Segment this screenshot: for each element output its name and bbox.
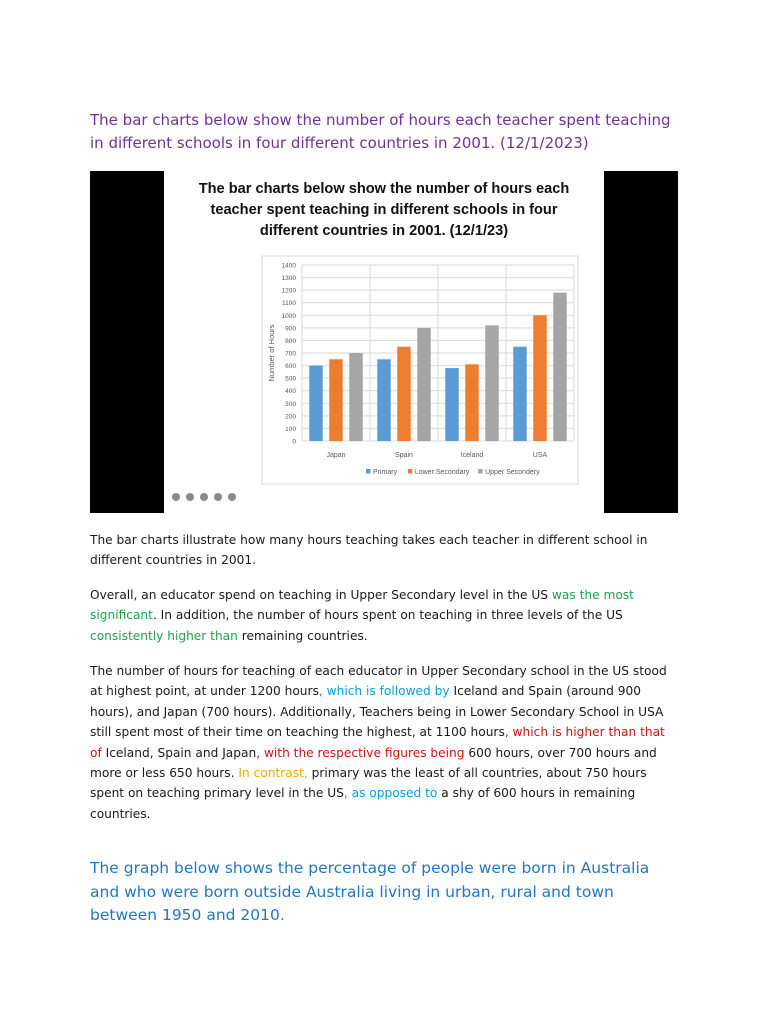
text-run: . In addition, the number of hours spent on teaching in three levels of the US	[152, 608, 623, 623]
highlighted-phrase: was the most significant	[90, 588, 634, 623]
y-tick-label: 600	[285, 363, 296, 371]
highlighted-phrase: , which is higher than that of	[90, 725, 665, 760]
section-heading: The graph below shows the percentage of people were born in Australia and who were born outside Australia living in urban, rural and town between 1950 and 2010.	[90, 859, 650, 924]
chart-figure	[90, 171, 678, 513]
legend-swatch	[366, 469, 371, 474]
bar	[377, 359, 391, 441]
bar	[397, 347, 411, 441]
text-run: a shy of 600 hours in remaining countries.	[90, 786, 636, 821]
bar	[349, 353, 363, 441]
bar	[533, 315, 547, 441]
legend-swatch	[408, 469, 413, 474]
text-run: Iceland, Spain and Japan	[101, 745, 257, 760]
bar-chart	[164, 171, 604, 513]
document-heading: The bar charts below show the number of hours each teacher spent teaching in different schools in four different countries in 2001. (12/1/2023)	[90, 111, 671, 152]
chart-title-line: teacher spent teaching in different schools in four	[210, 202, 558, 218]
y-tick-label: 300	[285, 400, 296, 408]
chart-title-line: different countries in 2001. (12/1/23)	[259, 223, 509, 239]
bar	[445, 368, 459, 441]
y-tick-label: 1200	[281, 287, 296, 295]
detail-paragraph	[90, 661, 680, 824]
chart-slide	[164, 171, 604, 513]
intro-paragraph: The bar charts illustrate how many hours teaching takes each teacher in different school in different countries in 2001.	[90, 533, 648, 568]
y-tick-label: 1400	[281, 262, 296, 270]
legend-swatch	[478, 469, 483, 474]
bar	[513, 347, 527, 441]
text-run: remaining countries.	[237, 628, 368, 643]
y-tick-label: 500	[285, 375, 296, 383]
text-run: Iceland and Spain (around 900 hours), and Japan (700 hours). Additionally, Teachers being in Lower Secondary School in USA still spent most of their time on teaching the highest, at 1100 hours	[90, 684, 664, 740]
legend-label: Lower Secondary	[414, 469, 470, 476]
highlighted-phrase: In contrast,	[238, 766, 308, 781]
highlighted-phrase: , which is followed by	[318, 684, 450, 699]
x-tick-label: Japan	[326, 452, 346, 459]
highlighted-phrase: , as opposed to	[343, 786, 438, 801]
y-tick-label: 700	[285, 350, 296, 358]
text-run: The number of hours for teaching of each educator in Upper Secondary school in the US stood at highest point, at under 1200 hours	[90, 664, 667, 699]
y-axis-label: Number of Hours	[267, 324, 276, 382]
chart-title-line: The bar charts below show the number of hours each	[198, 181, 570, 197]
x-tick-label: Iceland	[460, 452, 484, 459]
slide-toolbar	[172, 493, 236, 501]
bar	[309, 366, 323, 441]
more-icon[interactable]	[228, 493, 236, 501]
pen-icon[interactable]	[200, 493, 208, 501]
legend-label: Upper Secondery	[485, 469, 540, 476]
y-tick-label: 1000	[281, 312, 296, 320]
y-tick-label: 800	[285, 337, 296, 345]
y-tick-label: 200	[285, 413, 296, 421]
text-run: 600 hours, over 700 hours and more or less 650 hours.	[90, 745, 657, 781]
text-run: primary was the least of all countries, about 750 hours spent on teaching primary level in the US	[90, 766, 647, 801]
y-tick-label: 1300	[281, 275, 296, 283]
x-tick-label: Spain	[395, 452, 413, 459]
bar	[485, 325, 499, 441]
y-tick-label: 1100	[282, 300, 296, 308]
highlighted-phrase: , with the respective figures being	[256, 745, 465, 760]
zoom-out-icon[interactable]	[172, 493, 180, 501]
y-tick-label: 900	[285, 325, 296, 333]
bar	[329, 359, 343, 441]
text-run: Overall, an educator spend on teaching in Upper Secondary level in the US	[90, 588, 552, 602]
highlighted-phrase: consistently higher than	[90, 628, 238, 643]
x-tick-label: USA	[532, 452, 548, 459]
y-tick-label: 100	[285, 425, 296, 433]
bar	[465, 364, 479, 441]
bar	[553, 293, 567, 441]
bar	[417, 328, 431, 441]
fullscreen-icon[interactable]	[214, 493, 222, 501]
y-tick-label: 0	[292, 438, 296, 446]
overview-paragraph	[90, 585, 680, 646]
legend-label: Primary	[373, 469, 398, 476]
zoom-in-icon[interactable]	[186, 493, 194, 501]
y-tick-label: 400	[285, 388, 296, 396]
